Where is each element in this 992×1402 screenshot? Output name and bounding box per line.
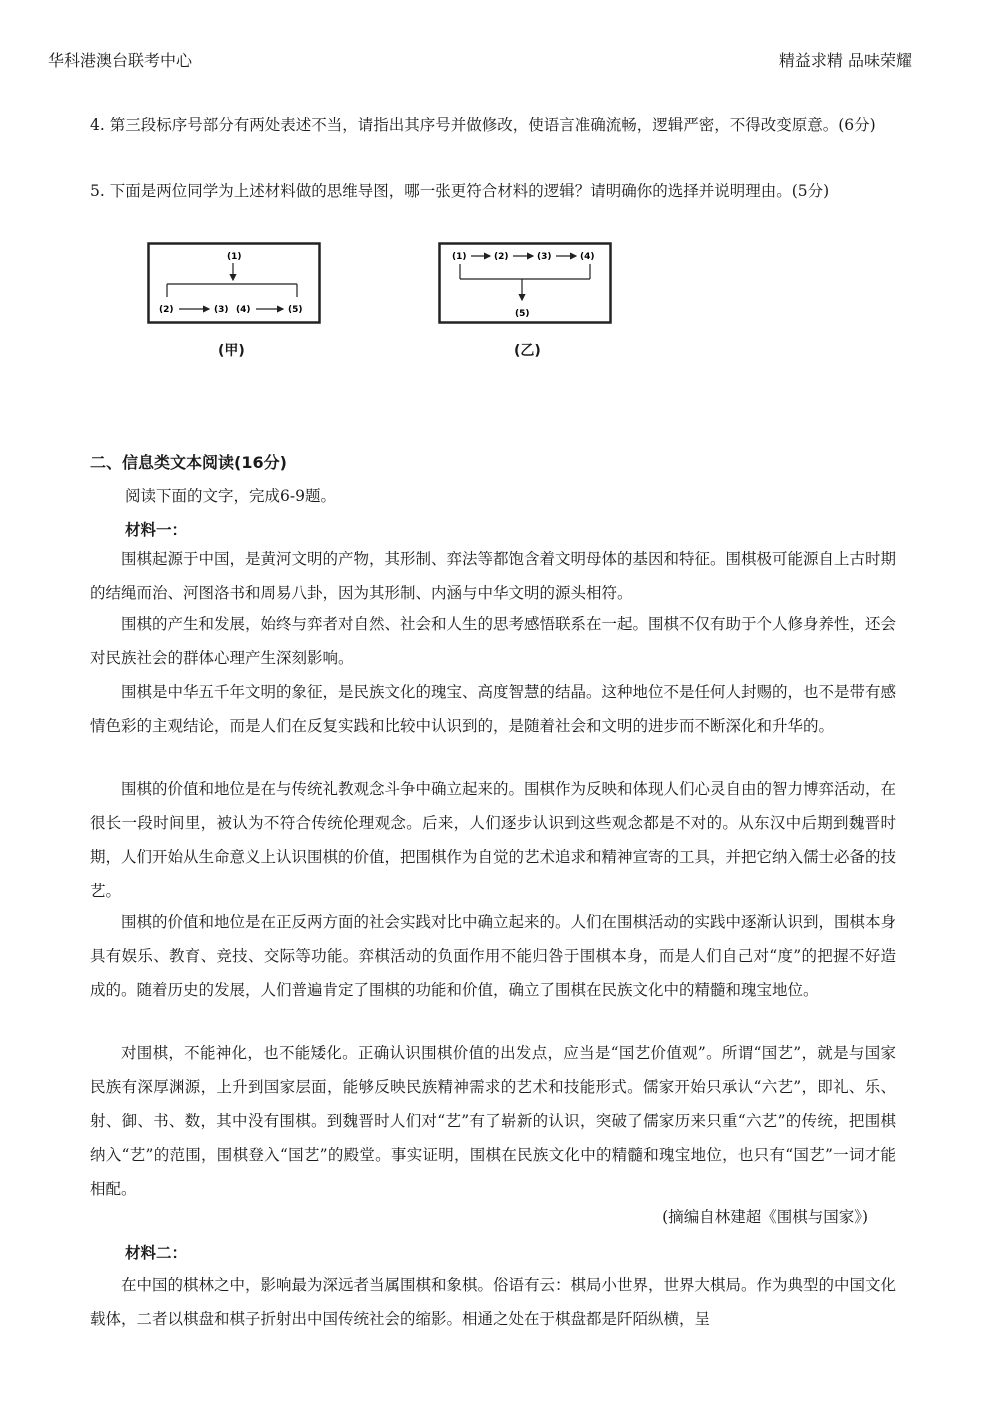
paragraph-5: 围棋的价值和地位是在正反两方面的社会实践对比中确立起来的。人们在围棋活动的实践中逐渐认识到，围棋本身具有娱乐、教育、竞技、交际等功能。弈棋活动的负面作用不能归咎于围棋本身，而是人们自己对“度”的把握不好造成的。随着历史的发展，人们普遍肯定了围棋的功能和价值，确立了围棋在民族文化中的精髓和瑰宝地位。 — [90, 913, 897, 999]
caption-jia: (甲) — [218, 343, 245, 359]
paragraph-4: 围棋的价值和地位是在与传统礼教观念斗争中确立起来的。围棋作为反映和体现人们心灵自由的智力博弈活动，在很长一段时间里，被认为不符合传统伦理观念。后来，人们逐步认识到这些观念都是不对的。从东汉中后期到魏晋时期，人们开始从生命意义上认识围棋的价值，把围棋作为自觉的艺术追求和精神宣寄的工具，并把它纳入儒士必备的技艺。 — [90, 780, 897, 900]
instruction: 阅读下面的文字，完成6-9题。 — [125, 487, 336, 505]
material-1-label: 材料一： — [125, 521, 188, 539]
jia-node-3: (3) — [214, 305, 229, 315]
header-left: 华科港澳台联考中心 — [48, 51, 193, 70]
paragraph-3: 围棋是中华五千年文明的象征，是民族文化的瑰宝、高度智慧的结晶。这种地位不是任何人封赐的，也不是带有感情色彩的主观结论，而是人们在反复实践和比较中认识到的，是随着社会和文明的进步而不断深化和升华的。 — [90, 683, 897, 735]
mind-map-jia — [147, 242, 321, 328]
section-heading: 二、信息类文本阅读(16分) — [90, 453, 287, 472]
yi-node-3: (3) — [537, 252, 552, 262]
paragraph-2: 围棋的产生和发展，始终与弈者对自然、社会和人生的思考感悟联系在一起。围棋不仅有助于个人修身养性，还会对民族社会的群体心理产生深刻影响。 — [90, 615, 897, 667]
question-4: 4. 第三段标序号部分有两处表述不当，请指出其序号并做修改，使语言准确流畅，逻辑严密，不得改变原意。(6分) — [90, 116, 876, 134]
yi-node-1: (1) — [452, 252, 467, 262]
question-5: 5. 下面是两位同学为上述材料做的思维导图，哪一张更符合材料的逻辑？请明确你的选择并说明理由。(5分) — [90, 182, 830, 200]
jia-node-2: (2) — [159, 305, 174, 315]
header-right: 精益求精 品味荣耀 — [778, 51, 912, 70]
yi-node-4: (4) — [580, 252, 595, 262]
yi-node-5: (5) — [515, 309, 530, 319]
jia-node-4: (4) — [236, 305, 251, 315]
source-citation: (摘编自林建超《围棋与国家》) — [662, 1208, 868, 1226]
jia-node-top: (1) — [227, 252, 242, 262]
paragraph-6: 对围棋，不能神化，也不能矮化。正确认识围棋价值的出发点，应当是“国艺价值观”。所谓“国艺”，就是与国家民族有深厚渊源，上升到国家层面，能够反映民族精神需求的艺术和技能形式。儒家开始只承认“六艺”，即礼、乐、射、御、书、数，其中没有围棋。到魏晋时人们对“艺”有了崭新的认识，突破了儒家历来只重“六艺”的传统，把围棋纳入“艺”的范围，围棋登入“国艺”的殿堂。事实证明，围棋在民族文化中的精髓和瑰宝地位，也只有“国艺”一词才能相配。 — [90, 1044, 896, 1198]
jia-node-5: (5) — [288, 305, 303, 315]
mind-map-yi — [438, 242, 612, 328]
material-2-label: 材料二： — [125, 1244, 188, 1262]
caption-yi: (乙) — [514, 343, 541, 359]
paragraph-1: 围棋起源于中国，是黄河文明的产物，其形制、弈法等都饱含着文明母体的基因和特征。围棋极可能源自上古时期的结绳而治、河图洛书和周易八卦，因为其形制、内涵与中华文明的源头相符。 — [90, 550, 897, 602]
material-2-paragraph: 在中国的棋林之中，影响最为深远者当属围棋和象棋。俗语有云：棋局小世界，世界大棋局。作为典型的中国文化载体，二者以棋盘和棋子折射出中国传统社会的缩影。相通之处在于棋盘都是阡陌纵横，呈 — [90, 1276, 897, 1328]
yi-node-2: (2) — [494, 252, 509, 262]
